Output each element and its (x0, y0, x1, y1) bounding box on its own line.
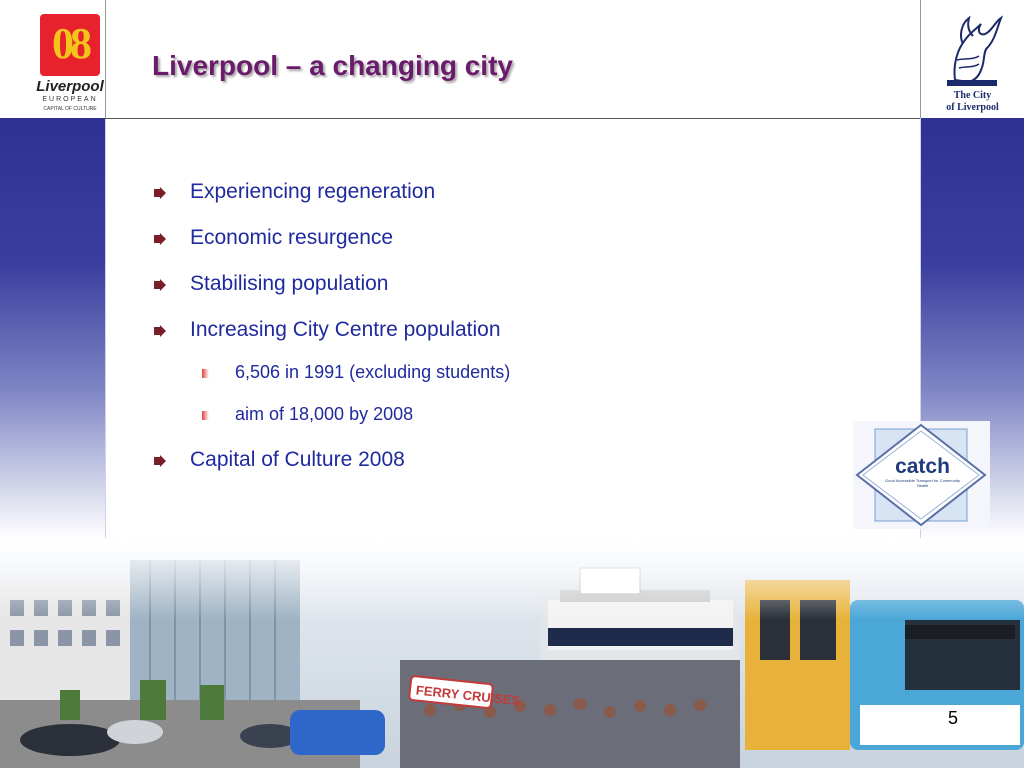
logo-word: Liverpool (36, 78, 104, 95)
bullet-text: Stabilising population (190, 272, 389, 295)
bullet-item (150, 270, 890, 316)
sub-bullet-item (150, 404, 890, 446)
sub-bullet-text: aim of 18,000 by 2008 (235, 404, 414, 424)
arrow-bullet-icon (153, 279, 167, 291)
arrow-bullet-icon (153, 187, 167, 199)
sub-bullet-item (150, 362, 890, 404)
left-blue-band (0, 118, 105, 538)
header-divider-right (920, 0, 921, 118)
bullet-item (150, 316, 890, 362)
city-of-liverpool-logo (925, 10, 1020, 115)
catch-word: catch (895, 455, 950, 478)
sub-bullet-text: 6,506 in 1991 (excluding students) (235, 362, 511, 382)
body-divider-left (105, 118, 106, 538)
logo-line1: EUROPEAN (42, 96, 98, 103)
bullet-text: Experiencing regeneration (190, 180, 436, 203)
city-logo-line1: The City (953, 90, 992, 101)
bullet-text: Capital of Culture 2008 (190, 448, 405, 471)
logo-line2: CAPITAL OF CULTURE (43, 106, 97, 112)
catch-subtitle: Good Accessible Transport for Community Health (885, 478, 960, 488)
bullet-item (150, 446, 890, 492)
bullet-item (150, 224, 890, 270)
arrow-bullet-icon (153, 455, 167, 467)
city-photo-collage (0, 540, 1024, 768)
capital-of-culture-logo (30, 8, 105, 112)
header-rule (105, 118, 920, 119)
square-bullet-icon (202, 411, 209, 420)
bullet-text: Economic resurgence (190, 226, 394, 249)
bullet-text: Increasing City Centre population (190, 318, 501, 341)
city-logo-line2: of Liverpool (946, 102, 999, 113)
logo-number: 08 (52, 19, 88, 68)
page-number: 5 (948, 708, 959, 728)
arrow-bullet-icon (153, 233, 167, 245)
bullet-list (150, 178, 890, 492)
square-bullet-icon (202, 369, 209, 378)
liver-bird-icon (935, 10, 1010, 88)
arrow-bullet-icon (153, 325, 167, 337)
bullet-item (150, 178, 890, 224)
slide-title: Liverpool – a changing city (152, 50, 513, 81)
